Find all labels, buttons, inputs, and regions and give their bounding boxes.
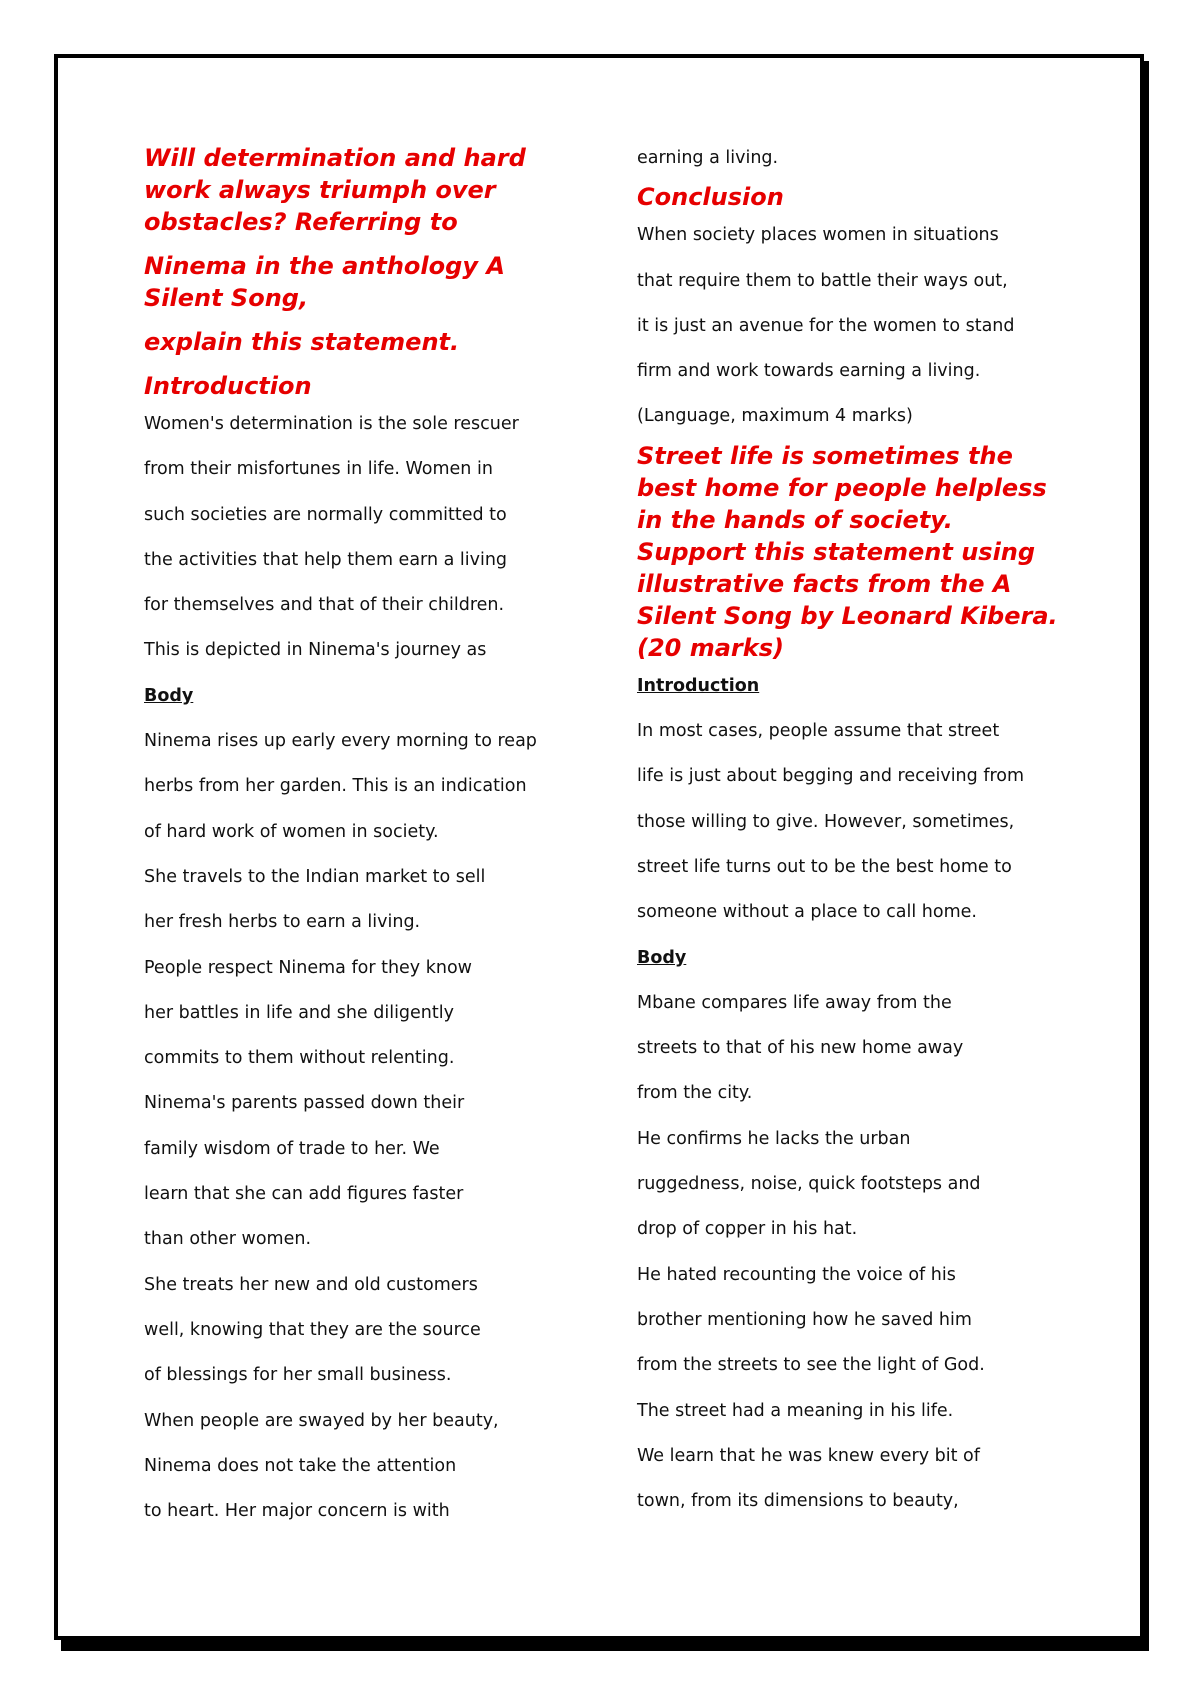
text-line: Ninema does not take the attention — [144, 1455, 457, 1476]
text-line: well, knowing that they are the source — [144, 1319, 481, 1340]
text-line: People respect Ninema for they know — [144, 957, 472, 978]
text-line: family wisdom of trade to her. We — [144, 1138, 440, 1159]
question-line: Silent Song, — [144, 284, 309, 312]
text-line: Mbane compares life away from the — [637, 992, 952, 1013]
text-line: She treats her new and old customers — [144, 1274, 478, 1295]
text-line: This is depicted in Ninema's journey as — [144, 640, 487, 661]
question-line: illustrative facts from the A — [637, 569, 1012, 598]
text-line: to heart. Her major concern is with — [144, 1501, 450, 1522]
text-line: her fresh herbs to earn a living. — [144, 912, 421, 933]
text-line: such societies are normally committed to — [144, 504, 507, 525]
text-line: it is just an avenue for the women to stand — [637, 315, 1015, 336]
question-line: Will determination and hard — [144, 144, 526, 172]
question-line: Ninema in the anthology A — [144, 252, 505, 280]
text-line: Ninema's parents passed down their — [144, 1093, 465, 1114]
question-line: explain this statement. — [144, 328, 460, 356]
right-column — [637, 142, 1087, 1524]
text-line: from their misfortunes in life. Women in — [144, 459, 493, 480]
text-line: brother mentioning how he saved him — [637, 1309, 972, 1330]
text-line: than other women. — [144, 1229, 312, 1250]
question-line: in the hands of society. — [637, 505, 953, 534]
question-line: Support this statement using — [637, 537, 1036, 566]
text-line: the activities that help them earn a living — [144, 549, 508, 570]
question-line: obstacles? Referring to — [144, 208, 458, 236]
text-line: firm and work towards earning a living. — [637, 361, 981, 382]
text-line: of hard work of women in society. — [144, 821, 439, 842]
text-line: earning a living. — [637, 148, 779, 168]
text-line: those willing to give. However, sometimes, — [637, 811, 1015, 832]
text-line: In most cases, people assume that street — [637, 721, 1000, 742]
question-line: Street life is sometimes the — [637, 441, 1013, 470]
text-line: herbs from her garden. This is an indication — [144, 776, 527, 797]
question-line: Silent Song by Leonard Kibera. — [637, 601, 1058, 630]
text-line: ruggedness, noise, quick footsteps and — [637, 1174, 981, 1195]
question-line: best home for people helpless — [637, 473, 1047, 502]
question-line: (20 marks) — [637, 633, 784, 662]
text-line: life is just about begging and receiving from — [637, 766, 1025, 787]
text-line: streets to that of his new home away — [637, 1038, 964, 1059]
intro-heading: Introduction — [144, 372, 312, 400]
text-line: commits to them without relenting. — [144, 1048, 455, 1069]
left-column — [144, 142, 584, 1534]
intro-heading-2: Introduction — [637, 675, 760, 696]
text-line: When society places women in situations — [637, 225, 999, 246]
text-line: from the streets to see the light of God. — [637, 1355, 985, 1376]
body-heading-2: Body — [637, 947, 687, 968]
essay-question-2 — [637, 440, 1087, 664]
body-paragraph-2 — [637, 981, 1087, 1525]
text-line: She travels to the Indian market to sell — [144, 866, 486, 887]
text-line: He hated recounting the voice of his — [637, 1264, 956, 1285]
text-line: street life turns out to be the best home to — [637, 856, 1012, 877]
text-line: of blessings for her small business. — [144, 1365, 452, 1386]
text-line: We learn that he was knew every bit of — [637, 1445, 980, 1466]
body-heading: Body — [144, 685, 194, 706]
text-line: for themselves and that of their children. — [144, 595, 505, 616]
conclusion-paragraph — [637, 213, 1087, 439]
text-line: drop of copper in his hat. — [637, 1219, 858, 1240]
text-line: someone without a place to call home. — [637, 902, 977, 923]
text-line: town, from its dimensions to beauty, — [637, 1491, 959, 1512]
text-line: Ninema rises up early every morning to reap — [144, 731, 537, 752]
text-line: When people are swayed by her beauty, — [144, 1410, 499, 1431]
text-line: her battles in life and she diligently — [144, 1002, 454, 1023]
body-paragraph — [144, 719, 584, 1534]
text-line: (Language, maximum 4 marks) — [637, 406, 913, 427]
intro-paragraph — [144, 402, 584, 674]
essay-question-1 — [144, 142, 584, 358]
text-line: He confirms he lacks the urban — [637, 1128, 911, 1149]
question-line: work always triumph over — [144, 176, 496, 204]
intro-paragraph-2 — [637, 709, 1087, 935]
text-line: that require them to battle their ways out, — [637, 270, 1008, 291]
conclusion-heading: Conclusion — [637, 183, 784, 212]
text-line: from the city. — [637, 1083, 753, 1104]
text-line: The street had a meaning in his life. — [637, 1400, 954, 1421]
text-line: learn that she can add figures faster — [144, 1184, 464, 1205]
text-line: Women's determination is the sole rescuer — [144, 414, 519, 434]
